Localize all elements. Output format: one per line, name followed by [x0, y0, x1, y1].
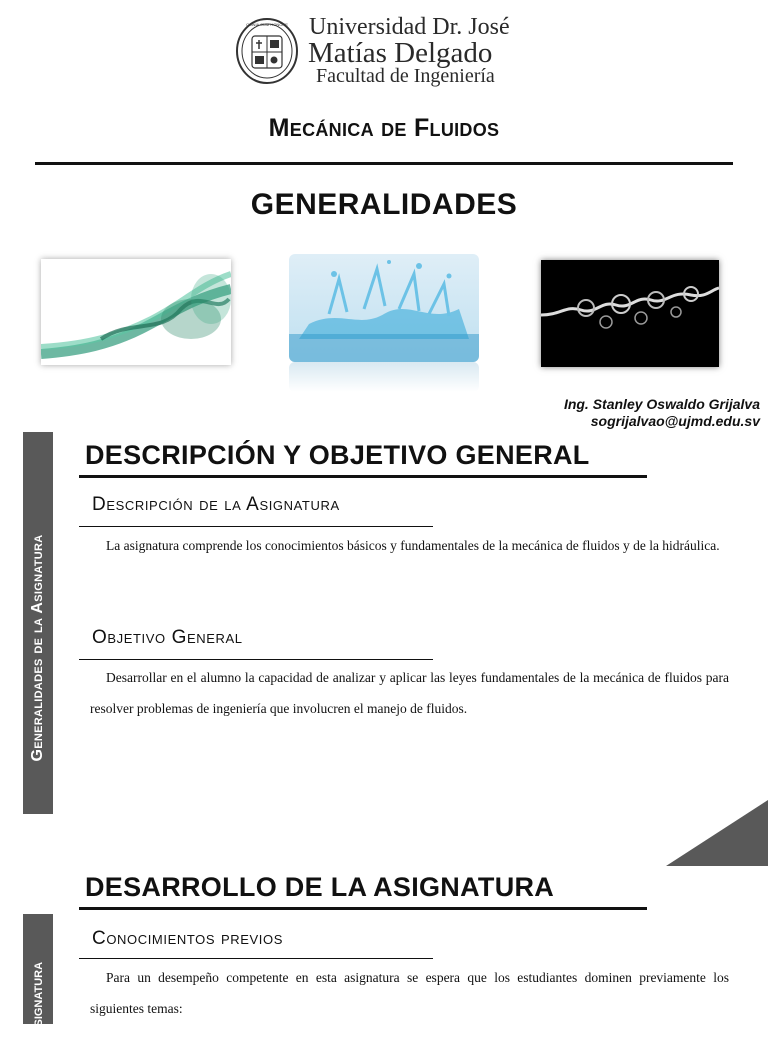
section2-title: DESARROLLO DE LA ASIGNATURA	[85, 872, 555, 902]
sidebar-label: Generalidades de la Asignatura	[29, 534, 46, 762]
section1-sub2-text: Desarrollar en el alumno la capacidad de analizar y aplicar las leyes fundamentales de la mecánica de fluidos para resolver problemas de ingeniería que involucren el manejo de fluidos.	[90, 670, 729, 716]
section1-sub2-divider	[79, 659, 433, 660]
section1-sub2-title: Objetivo General	[92, 627, 243, 648]
author-info	[564, 396, 760, 430]
section1-title: DESCRIPCIÓN Y OBJETIVO GENERAL	[85, 440, 590, 470]
course-title: Mecánica de Fluidos	[268, 114, 500, 142]
water-splash-image	[289, 254, 479, 362]
title-divider	[35, 162, 733, 165]
university-name-line2: Matías Delgado	[308, 37, 493, 69]
university-seal-logo	[235, 17, 299, 85]
author-email: sogrijalvao@ujmd.edu.sv	[590, 413, 760, 429]
section1-divider	[79, 475, 647, 478]
corner-triangle-shape	[666, 800, 768, 866]
author-name: Ing. Stanley Oswaldo Grijalva	[563, 396, 760, 412]
sidebar-label-lower: Asignatura	[29, 961, 46, 1038]
faculty-name: Facultad de Ingeniería	[316, 65, 495, 87]
section1-sub1-divider	[79, 526, 433, 527]
section2-sub1-title: Conocimientos previos	[92, 928, 283, 949]
university-name-line1: Universidad Dr. José	[309, 14, 510, 40]
section2-divider	[79, 907, 647, 910]
section2-sub1-text: Para un desempeño competente en esta asignatura se espera que los estudiantes dominen previamente los siguientes temas:	[90, 970, 729, 1016]
water-splash-reflection	[289, 362, 479, 392]
smoke-vortex-image	[541, 260, 719, 367]
green-smoke-image	[41, 259, 231, 365]
document-title: GENERALIDADES	[250, 188, 518, 221]
svg-text:OMNIA CUM HONORE: OMNIA CUM HONORE	[246, 22, 288, 27]
section1-sub1-title: Descripción de la Asignatura	[92, 494, 340, 515]
section2-sub1-divider	[79, 958, 433, 959]
section1-sub1-text: La asignatura comprende los conocimientos básicos y fundamentales de la mecánica de fluidos y de la hidráulica.	[106, 538, 720, 553]
